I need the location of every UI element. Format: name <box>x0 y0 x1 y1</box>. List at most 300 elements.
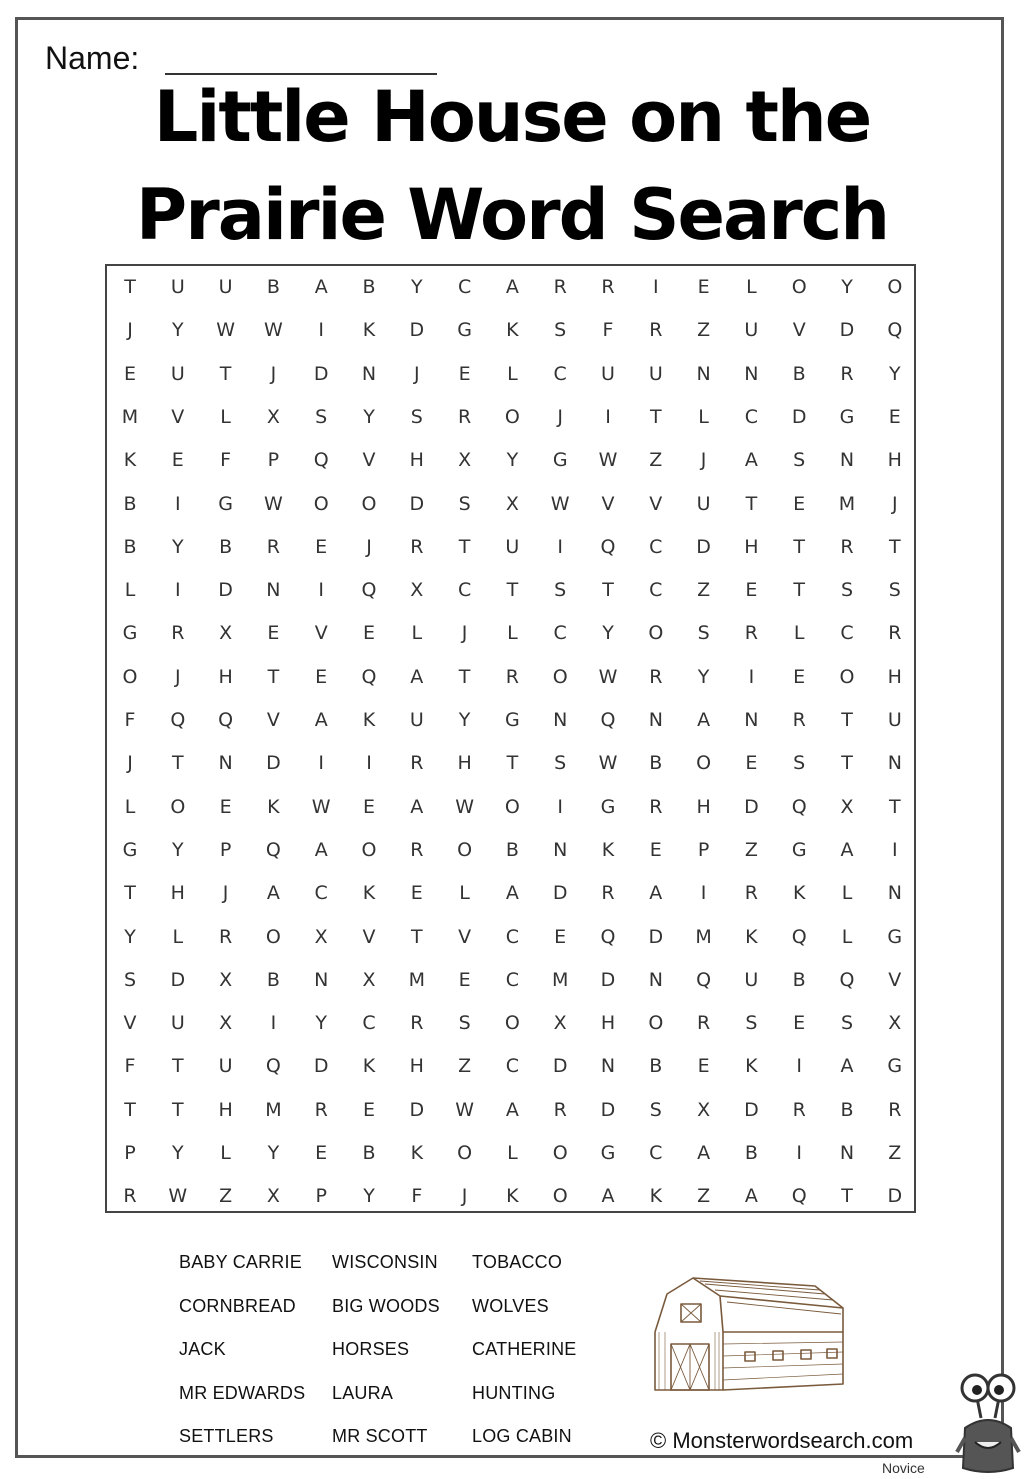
grid-letter[interactable]: L <box>124 579 136 602</box>
grid-letter[interactable]: K <box>745 925 758 948</box>
grid-letter[interactable]: D <box>409 319 425 342</box>
grid-letter[interactable]: M <box>121 405 139 428</box>
grid-letter[interactable]: Z <box>697 319 711 342</box>
grid-letter[interactable]: L <box>220 405 231 428</box>
grid-letter[interactable]: Z <box>888 1142 902 1164</box>
grid-letter[interactable]: T <box>219 362 232 385</box>
grid-letter[interactable]: A <box>697 709 711 731</box>
grid-letter[interactable]: O <box>504 405 520 428</box>
grid-letter[interactable]: E <box>793 1012 806 1035</box>
grid-letter[interactable]: G <box>122 838 138 861</box>
grid-letter[interactable]: C <box>553 622 567 645</box>
grid-letter[interactable]: P <box>315 1185 327 1208</box>
grid-letter[interactable]: R <box>505 665 519 688</box>
grid-letter[interactable]: Y <box>363 1185 375 1208</box>
grid-letter[interactable]: R <box>553 1098 567 1121</box>
grid-letter[interactable]: N <box>218 752 233 775</box>
grid-letter[interactable]: Q <box>791 925 807 948</box>
grid-letter[interactable]: N <box>839 449 855 472</box>
grid-letter[interactable]: U <box>170 276 185 298</box>
grid-letter[interactable]: W <box>455 795 474 818</box>
grid-letter[interactable]: I <box>318 752 324 775</box>
grid-letter[interactable]: Q <box>791 795 807 818</box>
grid-letter[interactable]: M <box>838 492 856 515</box>
grid-letter[interactable]: U <box>505 535 520 558</box>
grid-letter[interactable]: O <box>457 1142 473 1164</box>
grid-letter[interactable]: Q <box>839 968 855 991</box>
grid-letter[interactable]: S <box>458 492 471 515</box>
grid-letter[interactable]: X <box>697 1098 711 1121</box>
grid-letter[interactable]: O <box>552 1185 568 1208</box>
grid-letter[interactable]: U <box>218 1055 233 1078</box>
grid-letter[interactable]: C <box>505 968 520 991</box>
grid-letter[interactable]: E <box>315 665 328 688</box>
grid-letter[interactable]: T <box>506 752 519 775</box>
grid-letter[interactable]: K <box>506 319 519 342</box>
grid-letter[interactable]: K <box>792 882 806 905</box>
grid-letter[interactable]: K <box>745 1055 758 1078</box>
grid-letter[interactable]: T <box>649 405 662 428</box>
grid-letter[interactable]: K <box>123 449 137 472</box>
grid-letter[interactable]: R <box>840 362 854 385</box>
grid-letter[interactable]: A <box>410 665 424 688</box>
grid-letter[interactable]: L <box>746 276 757 298</box>
grid-letter[interactable]: N <box>887 882 902 905</box>
grid-letter[interactable]: B <box>266 276 280 298</box>
grid-letter[interactable]: T <box>841 1185 853 1208</box>
grid-letter[interactable]: L <box>793 622 805 645</box>
grid-letter[interactable]: N <box>839 1142 855 1164</box>
grid-letter[interactable]: O <box>839 665 855 688</box>
grid-letter[interactable]: L <box>698 405 709 428</box>
grid-letter[interactable]: V <box>266 709 280 731</box>
grid-letter[interactable]: D <box>600 1098 616 1121</box>
grid-letter[interactable]: N <box>648 968 663 991</box>
grid-letter[interactable]: D <box>409 1098 425 1121</box>
grid-letter[interactable]: X <box>219 622 233 645</box>
grid-letter[interactable]: C <box>649 1142 663 1164</box>
grid-letter[interactable]: Q <box>218 709 234 731</box>
grid-letter[interactable]: K <box>362 1055 376 1078</box>
grid-letter[interactable]: R <box>218 925 233 948</box>
grid-letter[interactable]: Y <box>124 925 136 948</box>
grid-letter[interactable]: Z <box>649 449 663 472</box>
grid-letter[interactable]: S <box>649 1098 662 1121</box>
grid-letter[interactable]: U <box>218 276 233 298</box>
grid-letter[interactable]: X <box>553 1012 567 1035</box>
grid-letter[interactable]: I <box>891 838 898 861</box>
grid-letter[interactable]: Q <box>265 1055 281 1078</box>
grid-letter[interactable]: A <box>697 1142 711 1164</box>
grid-letter[interactable]: C <box>553 362 567 385</box>
grid-letter[interactable]: R <box>649 795 663 818</box>
grid-letter[interactable]: Q <box>600 925 616 948</box>
grid-letter[interactable]: Q <box>361 665 377 688</box>
grid-letter[interactable]: Q <box>265 838 281 861</box>
grid-letter[interactable]: U <box>601 362 615 385</box>
grid-letter[interactable]: V <box>123 1012 137 1035</box>
grid-letter[interactable]: T <box>458 535 471 558</box>
grid-letter[interactable]: C <box>505 925 520 948</box>
grid-letter[interactable]: S <box>840 1012 854 1035</box>
grid-letter[interactable]: B <box>219 535 233 558</box>
grid-letter[interactable]: F <box>220 449 232 472</box>
grid-letter[interactable]: N <box>314 968 329 991</box>
grid-letter[interactable]: M <box>695 925 712 948</box>
grid-letter[interactable]: L <box>841 925 853 948</box>
grid-letter[interactable]: B <box>123 535 137 558</box>
grid-letter[interactable]: D <box>600 968 616 991</box>
grid-letter[interactable]: R <box>553 276 567 298</box>
grid-letter[interactable]: D <box>887 1185 903 1208</box>
grid-letter[interactable]: N <box>696 362 711 385</box>
grid-letter[interactable]: A <box>744 449 758 472</box>
grid-letter[interactable]: Q <box>887 319 903 342</box>
grid-letter[interactable]: E <box>315 1142 328 1164</box>
grid-letter[interactable]: N <box>361 362 377 385</box>
grid-letter[interactable]: C <box>840 622 854 645</box>
grid-letter[interactable]: N <box>553 709 568 731</box>
grid-letter[interactable]: Y <box>410 276 423 298</box>
grid-letter[interactable]: U <box>409 709 424 731</box>
grid-letter[interactable]: T <box>888 535 901 558</box>
grid-letter[interactable]: I <box>700 882 707 905</box>
grid-letter[interactable]: V <box>362 449 376 472</box>
grid-letter[interactable]: E <box>458 968 471 991</box>
grid-letter[interactable]: N <box>266 579 281 602</box>
grid-letter[interactable]: Y <box>267 1142 280 1164</box>
grid-letter[interactable]: L <box>172 925 184 948</box>
grid-letter[interactable]: R <box>792 709 806 731</box>
grid-letter[interactable]: G <box>218 492 233 515</box>
grid-letter[interactable]: O <box>504 795 520 818</box>
grid-letter[interactable]: S <box>793 752 806 775</box>
grid-letter[interactable]: U <box>744 319 759 342</box>
grid-letter[interactable]: A <box>266 882 280 905</box>
grid-letter[interactable]: Q <box>600 709 616 731</box>
grid-letter[interactable]: D <box>409 492 425 515</box>
grid-letter[interactable]: Y <box>315 1012 327 1035</box>
grid-letter[interactable]: P <box>267 449 280 472</box>
grid-letter[interactable]: O <box>361 492 377 515</box>
grid-letter[interactable]: J <box>127 752 133 775</box>
grid-letter[interactable]: K <box>410 1142 424 1164</box>
grid-letter[interactable]: U <box>170 1012 185 1035</box>
grid-letter[interactable]: E <box>219 795 232 818</box>
grid-letter[interactable]: R <box>410 535 424 558</box>
grid-letter[interactable]: Y <box>841 276 853 298</box>
grid-letter[interactable]: R <box>123 1185 137 1208</box>
grid-letter[interactable]: E <box>793 665 806 688</box>
grid-letter[interactable]: L <box>507 1142 518 1164</box>
grid-letter[interactable]: M <box>265 1098 282 1121</box>
grid-letter[interactable]: G <box>600 795 616 818</box>
grid-letter[interactable]: O <box>552 665 568 688</box>
grid-letter[interactable]: Y <box>458 709 471 731</box>
grid-letter[interactable]: G <box>839 405 855 428</box>
grid-letter[interactable]: O <box>122 665 138 688</box>
grid-letter[interactable]: W <box>455 1098 474 1121</box>
grid-letter[interactable]: H <box>409 1055 424 1078</box>
grid-letter[interactable]: C <box>362 1012 376 1035</box>
grid-letter[interactable]: N <box>744 709 759 731</box>
grid-letter[interactable]: N <box>600 1055 616 1078</box>
grid-letter[interactable]: L <box>411 622 423 645</box>
grid-letter[interactable]: S <box>458 1012 471 1035</box>
grid-letter[interactable]: I <box>796 1142 802 1164</box>
grid-letter[interactable]: V <box>458 925 472 948</box>
grid-letter[interactable]: C <box>457 276 472 298</box>
grid-letter[interactable]: O <box>696 752 712 775</box>
grid-letter[interactable]: I <box>652 276 659 298</box>
grid-letter[interactable]: B <box>123 492 137 515</box>
grid-letter[interactable]: U <box>696 492 711 515</box>
grid-letter[interactable]: X <box>505 492 519 515</box>
grid-letter[interactable]: J <box>557 405 563 428</box>
grid-letter[interactable]: Y <box>171 535 184 558</box>
grid-letter[interactable]: H <box>218 1098 233 1121</box>
grid-letter[interactable]: H <box>170 882 185 905</box>
grid-letter[interactable]: T <box>745 492 758 515</box>
grid-letter[interactable]: V <box>314 622 328 645</box>
grid-letter[interactable]: L <box>841 882 853 905</box>
grid-letter[interactable]: R <box>410 838 424 861</box>
grid-letter[interactable]: Z <box>697 579 711 602</box>
grid-letter[interactable]: A <box>410 795 424 818</box>
grid-letter[interactable]: D <box>552 882 568 905</box>
grid-letter[interactable]: M <box>408 968 425 991</box>
grid-letter[interactable]: D <box>170 968 186 991</box>
grid-letter[interactable]: D <box>744 795 759 818</box>
grid-letter[interactable]: H <box>744 535 759 558</box>
grid-letter[interactable]: G <box>791 838 807 861</box>
grid-letter[interactable]: E <box>171 449 184 472</box>
grid-letter[interactable]: E <box>697 1055 710 1078</box>
grid-letter[interactable]: T <box>267 665 280 688</box>
grid-letter[interactable]: O <box>265 925 281 948</box>
grid-letter[interactable]: B <box>505 838 519 861</box>
grid-letter[interactable]: L <box>507 622 518 645</box>
grid-letter[interactable]: K <box>601 838 615 861</box>
grid-letter[interactable]: A <box>314 709 328 731</box>
grid-letter[interactable]: X <box>458 449 472 472</box>
grid-letter[interactable]: I <box>174 579 181 602</box>
grid-letter[interactable]: R <box>314 1098 328 1121</box>
grid-letter[interactable]: T <box>171 1098 184 1121</box>
grid-letter[interactable]: R <box>171 622 185 645</box>
grid-letter[interactable]: E <box>123 362 136 385</box>
grid-letter[interactable]: T <box>124 276 136 298</box>
grid-letter[interactable]: B <box>362 276 376 298</box>
grid-letter[interactable]: O <box>791 276 807 298</box>
grid-letter[interactable]: B <box>744 1142 758 1164</box>
grid-letter[interactable]: W <box>550 492 570 515</box>
grid-letter[interactable]: X <box>362 968 376 991</box>
grid-letter[interactable]: E <box>362 1098 375 1121</box>
grid-letter[interactable]: B <box>649 1055 663 1078</box>
grid-letter[interactable]: O <box>887 276 903 298</box>
grid-letter[interactable]: T <box>888 795 901 818</box>
grid-letter[interactable]: K <box>649 1185 663 1208</box>
grid-letter[interactable]: G <box>122 622 138 645</box>
grid-letter[interactable]: S <box>793 449 806 472</box>
grid-letter[interactable]: B <box>266 968 280 991</box>
grid-letter[interactable]: V <box>792 319 806 342</box>
grid-letter[interactable]: S <box>697 622 710 645</box>
grid-letter[interactable]: W <box>598 449 618 472</box>
grid-letter[interactable]: Y <box>888 362 901 385</box>
grid-letter[interactable]: I <box>270 1012 277 1035</box>
grid-letter[interactable]: U <box>887 709 902 731</box>
grid-letter[interactable]: T <box>410 925 423 948</box>
grid-letter[interactable]: Q <box>170 709 186 731</box>
grid-letter[interactable]: R <box>266 535 280 558</box>
grid-letter[interactable]: V <box>888 968 902 991</box>
grid-letter[interactable]: U <box>170 362 185 385</box>
grid-letter[interactable]: E <box>458 362 471 385</box>
grid-letter[interactable]: G <box>600 1142 616 1164</box>
grid-letter[interactable]: D <box>313 362 329 385</box>
grid-letter[interactable]: I <box>174 492 181 515</box>
grid-letter[interactable]: L <box>124 795 136 818</box>
grid-letter[interactable]: Q <box>791 1185 807 1208</box>
grid-letter[interactable]: R <box>410 1012 424 1035</box>
grid-letter[interactable]: O <box>170 795 186 818</box>
grid-letter[interactable]: E <box>745 579 758 602</box>
grid-letter[interactable]: C <box>649 579 663 602</box>
grid-letter[interactable]: K <box>506 1185 519 1208</box>
grid-letter[interactable]: S <box>410 405 423 428</box>
grid-letter[interactable]: I <box>605 405 611 428</box>
grid-letter[interactable]: C <box>744 405 759 428</box>
grid-letter[interactable]: N <box>553 838 568 861</box>
grid-letter[interactable]: Y <box>697 665 710 688</box>
grid-letter[interactable]: P <box>124 1142 136 1164</box>
grid-letter[interactable]: B <box>362 1142 376 1164</box>
grid-letter[interactable]: O <box>313 492 329 515</box>
grid-letter[interactable]: J <box>461 1185 468 1208</box>
grid-letter[interactable]: A <box>314 276 328 298</box>
grid-letter[interactable]: Y <box>506 449 519 472</box>
grid-letter[interactable]: Q <box>696 968 712 991</box>
grid-letter[interactable]: T <box>793 579 805 602</box>
grid-letter[interactable]: A <box>744 1185 758 1208</box>
grid-letter[interactable]: D <box>839 319 855 342</box>
grid-letter[interactable]: N <box>744 362 759 385</box>
grid-letter[interactable]: T <box>793 535 805 558</box>
grid-letter[interactable]: H <box>887 449 902 472</box>
grid-letter[interactable]: G <box>457 319 472 342</box>
grid-letter[interactable]: S <box>840 579 854 602</box>
grid-letter[interactable]: R <box>888 622 902 645</box>
grid-letter[interactable]: X <box>840 795 854 818</box>
grid-letter[interactable]: Y <box>171 1142 184 1164</box>
grid-letter[interactable]: F <box>124 709 136 731</box>
grid-letter[interactable]: R <box>410 752 424 775</box>
grid-letter[interactable]: D <box>218 579 233 602</box>
grid-letter[interactable]: G <box>887 925 903 948</box>
grid-letter[interactable]: N <box>648 709 663 731</box>
grid-letter[interactable]: Z <box>697 1185 711 1208</box>
grid-letter[interactable]: J <box>270 362 277 385</box>
grid-letter[interactable]: D <box>552 1055 568 1078</box>
grid-letter[interactable]: L <box>220 1142 231 1164</box>
grid-letter[interactable]: H <box>218 665 233 688</box>
grid-letter[interactable]: V <box>649 492 663 515</box>
grid-letter[interactable]: T <box>124 1098 136 1121</box>
grid-letter[interactable]: J <box>366 535 372 558</box>
grid-letter[interactable]: D <box>648 925 664 948</box>
grid-letter[interactable]: C <box>505 1055 520 1078</box>
grid-letter[interactable]: H <box>887 665 902 688</box>
grid-letter[interactable]: N <box>887 752 902 775</box>
grid-letter[interactable]: E <box>554 925 567 948</box>
grid-letter[interactable]: I <box>796 1055 802 1078</box>
grid-letter[interactable]: T <box>602 579 614 602</box>
grid-letter[interactable]: Q <box>600 535 616 558</box>
grid-letter[interactable]: A <box>505 1098 519 1121</box>
grid-letter[interactable]: O <box>361 838 377 861</box>
grid-letter[interactable]: I <box>557 795 563 818</box>
grid-letter[interactable]: T <box>506 579 519 602</box>
grid-letter[interactable]: B <box>792 968 806 991</box>
grid-letter[interactable]: J <box>413 362 420 385</box>
grid-letter[interactable]: Q <box>361 579 377 602</box>
grid-letter[interactable]: I <box>366 752 372 775</box>
grid-letter[interactable]: O <box>648 622 664 645</box>
grid-letter[interactable]: H <box>600 1012 616 1035</box>
grid-letter[interactable]: R <box>649 319 663 342</box>
grid-letter[interactable]: S <box>554 579 567 602</box>
grid-letter[interactable]: Y <box>171 319 184 342</box>
grid-letter[interactable]: E <box>315 535 328 558</box>
grid-letter[interactable]: C <box>457 579 472 602</box>
grid-letter[interactable]: E <box>697 276 710 298</box>
grid-letter[interactable]: W <box>598 752 618 775</box>
grid-letter[interactable]: O <box>648 1012 664 1035</box>
grid-letter[interactable]: F <box>411 1185 423 1208</box>
grid-letter[interactable]: E <box>888 405 901 428</box>
grid-letter[interactable]: L <box>507 362 518 385</box>
grid-letter[interactable]: A <box>314 838 328 861</box>
grid-letter[interactable]: W <box>263 492 283 515</box>
grid-letter[interactable]: O <box>552 1142 568 1164</box>
grid-letter[interactable]: W <box>216 319 235 342</box>
grid-letter[interactable]: X <box>314 925 328 948</box>
grid-letter[interactable]: I <box>318 579 324 602</box>
grid-letter[interactable]: S <box>123 968 137 991</box>
grid-letter[interactable]: R <box>840 535 854 558</box>
grid-letter[interactable]: R <box>696 1012 711 1035</box>
grid-letter[interactable]: S <box>745 1012 758 1035</box>
grid-letter[interactable]: L <box>459 882 470 905</box>
grid-letter[interactable]: R <box>744 622 758 645</box>
grid-letter[interactable]: W <box>168 1185 188 1208</box>
grid-letter[interactable]: J <box>127 319 133 342</box>
grid-letter[interactable]: U <box>648 362 663 385</box>
grid-letter[interactable]: P <box>219 838 232 861</box>
grid-letter[interactable]: T <box>171 1055 184 1078</box>
grid-letter[interactable]: W <box>311 795 331 818</box>
grid-letter[interactable]: V <box>601 492 615 515</box>
grid-letter[interactable]: F <box>124 1055 136 1078</box>
grid-letter[interactable]: K <box>362 882 376 905</box>
grid-letter[interactable]: I <box>318 319 324 342</box>
grid-letter[interactable]: D <box>744 1098 759 1121</box>
grid-letter[interactable]: A <box>505 276 519 298</box>
grid-letter[interactable]: M <box>551 968 569 991</box>
grid-letter[interactable]: X <box>888 1012 902 1035</box>
